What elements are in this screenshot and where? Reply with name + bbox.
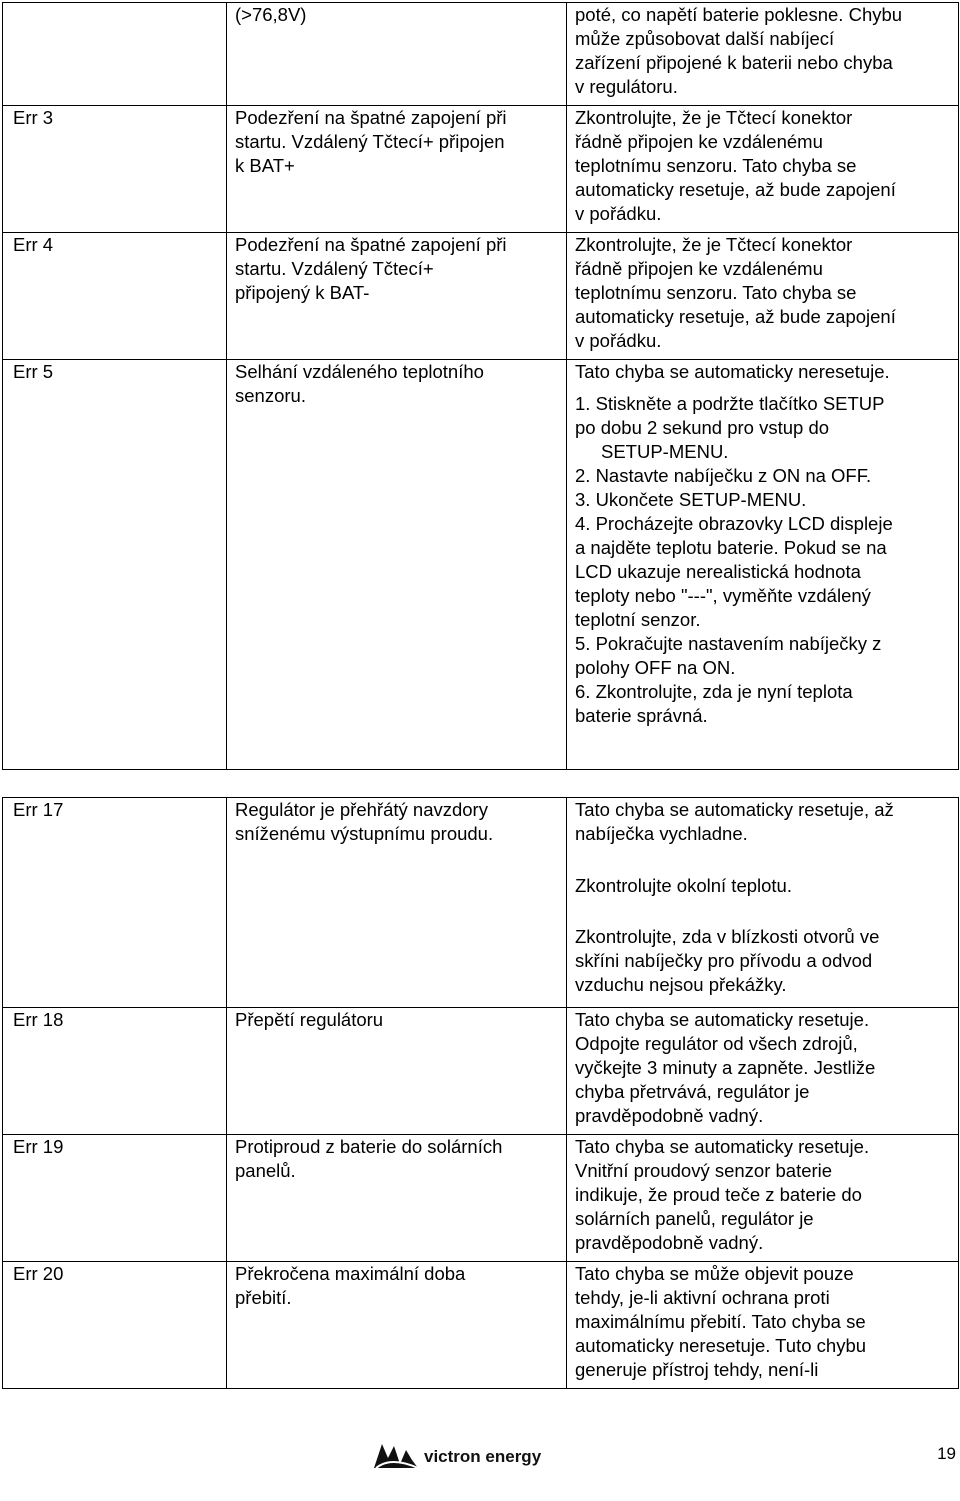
error-table-1 (2, 2, 959, 770)
step: SETUP-MENU. (601, 441, 729, 462)
page-number: 19 (937, 1444, 956, 1463)
step: polohy OFF na ON. (575, 657, 736, 678)
error-description-cell: Podezření na špatné zapojení při startu. Vzdálený Tčtecí+ připojen k BAT+ (227, 106, 567, 233)
error-code-cell (3, 360, 227, 770)
error-code-cell (3, 798, 227, 1008)
step: baterie správná. (575, 705, 708, 726)
step: 6. Zkontrolujte, zda je nyní teplota (575, 681, 853, 702)
error-code: Err 3 (13, 107, 54, 128)
error-action-cell: Tato chyba se automaticky resetuje. Vnitřní proudový senzor baterie indikuje, že proud teče z baterie do solárních panelů, regulátor je pravděpodobně vadný. (567, 1135, 959, 1262)
error-table-2 (2, 797, 959, 1389)
step: 5. Pokračujte nastavením nabíječky z (575, 633, 882, 654)
error-action-cell: Zkontrolujte, že je Tčtecí konektor řádně připojen ke vzdálenému teplotnímu senzoru. Tato chyba se automaticky resetuje, až bude zapojení v pořádku. (567, 233, 959, 360)
error-action-cell: Tato chyba se automaticky resetuje. Odpojte regulátor od všech zdrojů, vyčkejte 3 minuty a zapněte. Jestliže chyba přetrvává, regulátor je pravděpodobně vadný. (567, 1008, 959, 1135)
error-description-cell: Podezření na špatné zapojení při startu. Vzdálený Tčtecí+ připojený k BAT- (227, 233, 567, 360)
step: 1. Stiskněte a podržte tlačítko SETUP (575, 393, 885, 414)
table-row (3, 1008, 959, 1135)
step: teploty nebo "---", vyměňte vzdálený (575, 585, 871, 606)
step: po dobu 2 sekund pro vstup do (575, 417, 830, 438)
error-description-cell: (>76,8V) (227, 3, 567, 106)
error-action-cell: Zkontrolujte, že je Tčtecí konektor řádně připojen ke vzdálenému teplotnímu senzoru. Tato chyba se automaticky resetuje, až bude zapojení v pořádku. (567, 106, 959, 233)
table-row (3, 106, 959, 233)
error-code: Err 5 (13, 361, 54, 382)
error-code-cell (3, 1262, 227, 1389)
error-action-cell: Tato chyba se automaticky neresetuje. 1. Stiskněte a podržte tlačítko SETUP po dobu 2 sekund pro vstup do SETUP-MENU. 2. Nastavte nabíječku z ON na OFF. 3. Ukončete SETUP-MENU. 4. Procházejte obrazovky LCD displeje a najděte teplotu baterie. Pokud se na LCD ukazuje nerealistická hodnota teploty nebo "---", vyměňte vzdálený teplotní senzor. 5. Pokračujte nastavením nabíječky z polohy OFF na ON. 6. Zkontrolujte, zda je nyní teplota baterie správná. (567, 360, 959, 770)
error-code: Err 18 (13, 1009, 64, 1030)
step: 4. Procházejte obrazovky LCD displeje (575, 513, 893, 534)
error-description-cell: Regulátor je přehřátý navzdory sníženému výstupnímu proudu. (227, 798, 567, 1008)
table-row (3, 1135, 959, 1262)
table-row (3, 233, 959, 360)
table-row (3, 360, 959, 770)
error-code-cell (3, 1008, 227, 1135)
victron-logo-icon (372, 1440, 572, 1474)
error-description-cell: Přepětí regulátoru (227, 1008, 567, 1135)
step: 3. Ukončete SETUP-MENU. (575, 489, 807, 510)
table-row (3, 1262, 959, 1389)
step: a najděte teplotu baterie. Pokud se na (575, 537, 887, 558)
error-code-cell (3, 233, 227, 360)
svg-text:victron energy: victron energy (424, 1447, 542, 1466)
step: 2. Nastavte nabíječku z ON na OFF. (575, 465, 872, 486)
step: teplotní senzor. (575, 609, 701, 630)
error-code-cell (3, 3, 227, 106)
table-row (3, 798, 959, 1008)
victron-energy-logo (372, 1440, 572, 1474)
error-code: Err 4 (13, 234, 54, 255)
error-code-cell (3, 106, 227, 233)
error-code: Err 20 (13, 1263, 64, 1284)
error-action-cell: Tato chyba se může objevit pouze tehdy, je-li aktivní ochrana proti maximálnímu přebití. Tato chyba se automaticky neresetuje. Tuto chybu generuje přístroj tehdy, není-li (567, 1262, 959, 1389)
error-description-cell: Selhání vzdáleného teplotního senzoru. (227, 360, 567, 770)
table-row (3, 3, 959, 106)
error-description-cell: Protiproud z baterie do solárních panelů. (227, 1135, 567, 1262)
error-code-cell (3, 1135, 227, 1262)
error-code: Err 19 (13, 1136, 64, 1157)
step: LCD ukazuje nerealistická hodnota (575, 561, 861, 582)
error-code: Err 17 (13, 799, 64, 820)
error-description-cell: Překročena maximální doba přebití. (227, 1262, 567, 1389)
error-action-cell: Tato chyba se automaticky resetuje, až nabíječka vychladne. Zkontrolujte okolní teplotu. Zkontrolujte, zda v blízkosti otvorů ve skříni nabíječky pro přívodu a odvod vzduchu nejsou překážky. (567, 798, 959, 1008)
error-action-cell: poté, co napětí baterie poklesne. Chybu může způsobovat další nabíjecí zařízení připojené k baterii nebo chyba v regulátoru. (567, 3, 959, 106)
